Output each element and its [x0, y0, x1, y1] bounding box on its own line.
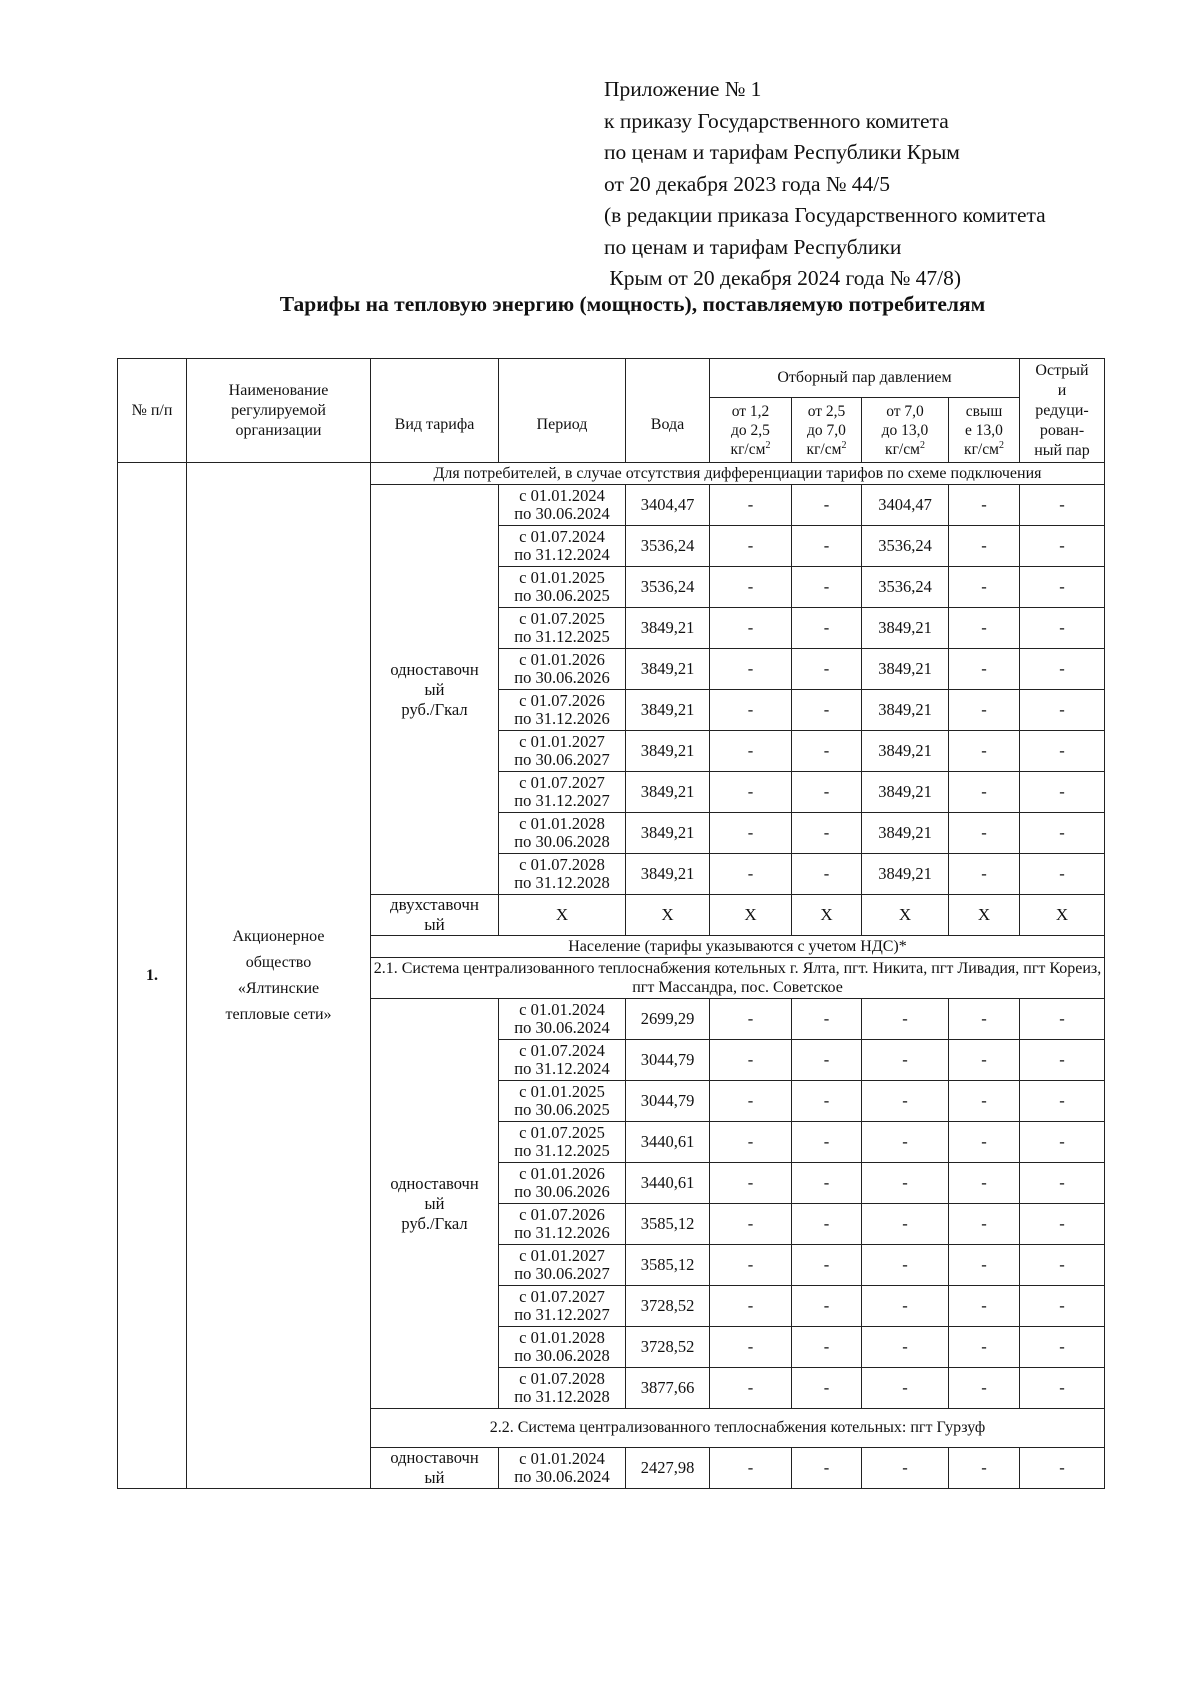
period-cell: [499, 1081, 626, 1122]
steam-value: 3536,24: [862, 567, 949, 608]
steam-line: [710, 440, 791, 459]
steam-value: -: [949, 999, 1020, 1040]
steam-value: -: [862, 1163, 949, 1204]
period-cell: [499, 1122, 626, 1163]
steam-value: -: [949, 1286, 1020, 1327]
steam-value: -: [862, 1368, 949, 1409]
sharp-line: ный пар: [1034, 441, 1090, 459]
steam-value: -: [792, 772, 862, 813]
steam-value: -: [1020, 690, 1105, 731]
period-cell: [499, 1368, 626, 1409]
period-cell: [499, 649, 626, 690]
period-cell: [499, 567, 626, 608]
steam-value: -: [949, 526, 1020, 567]
period-cell: [499, 526, 626, 567]
steam-value: -: [792, 731, 862, 772]
document-title: Тарифы на тепловую энергию (мощность), поставляемую потребителям: [279, 292, 986, 316]
steam-value: -: [949, 1122, 1020, 1163]
steam-value: -: [1020, 813, 1105, 854]
water-value: 3877,66: [626, 1368, 710, 1409]
period-cell: [499, 1327, 626, 1368]
steam-value: -: [862, 1245, 949, 1286]
steam-value: -: [792, 999, 862, 1040]
steam-value: -: [710, 1327, 792, 1368]
row-number: 1.: [118, 463, 187, 1489]
steam-value: -: [1020, 1081, 1105, 1122]
steam-value: -: [862, 1286, 949, 1327]
steam-value: -: [949, 1040, 1020, 1081]
tariff-type-line: двухставочн: [390, 895, 479, 914]
steam-value: -: [792, 1040, 862, 1081]
x-cell: X: [1020, 895, 1105, 936]
sharp-line: и: [1057, 381, 1067, 399]
period-from: с 01.07.2028: [519, 1369, 605, 1388]
steam-value: -: [710, 1122, 792, 1163]
water-value: 3849,21: [626, 854, 710, 895]
period-to: по 31.12.2028: [514, 1387, 610, 1406]
steam-value: -: [710, 526, 792, 567]
appendix-line: Приложение № 1: [604, 77, 762, 101]
appendix-line: от 20 декабря 2023 года № 44/5: [604, 171, 890, 196]
period-to: по 30.06.2025: [514, 1100, 610, 1119]
tariff-type-line: ый: [424, 1193, 445, 1213]
period-from: с 01.07.2025: [519, 1123, 605, 1142]
org-name-line: Акционерное: [232, 927, 325, 945]
period-cell: [499, 608, 626, 649]
tariff-type-line: руб./Гкал: [401, 699, 468, 719]
steam-value: -: [1020, 649, 1105, 690]
steam-value: -: [792, 1081, 862, 1122]
steam-value: -: [949, 649, 1020, 690]
water-value: 3849,21: [626, 772, 710, 813]
x-cell: X: [862, 895, 949, 936]
period-cell: [499, 731, 626, 772]
steam-value: -: [1020, 1163, 1105, 1204]
steam-value: -: [710, 690, 792, 731]
steam-value: -: [949, 485, 1020, 526]
steam-value: -: [792, 690, 862, 731]
water-value: 3440,61: [626, 1122, 710, 1163]
steam-value: -: [710, 772, 792, 813]
steam-line: от 1,2: [731, 402, 770, 420]
steam-value: -: [792, 1204, 862, 1245]
x-cell: X: [626, 895, 710, 936]
period-from: с 01.01.2024: [519, 1000, 605, 1019]
org-name-line: тепловые сети»: [225, 1005, 332, 1023]
period-cell: [499, 1448, 626, 1489]
section1-label: Для потребителей, в случае отсутствия дифференциации тарифов по схеме подключения: [371, 463, 1105, 485]
steam-value: -: [949, 1327, 1020, 1368]
header-org-label: Наименование регулируемой организации: [228, 381, 329, 439]
steam-value: -: [710, 649, 792, 690]
steam-value: -: [792, 854, 862, 895]
period-cell: [499, 690, 626, 731]
steam-value: -: [792, 1368, 862, 1409]
org-name-line: общество: [245, 953, 312, 971]
header-num: № п/п: [118, 359, 187, 463]
period-to: по 30.06.2027: [514, 1264, 610, 1283]
steam-line: от 7,0: [886, 402, 924, 420]
period-to: по 31.12.2025: [514, 1141, 610, 1160]
steam-value: -: [1020, 854, 1105, 895]
period-to: по 30.06.2027: [514, 750, 610, 769]
period-cell: [499, 1163, 626, 1204]
appendix-block: [604, 74, 1124, 295]
period-from: с 01.01.2024: [519, 1449, 605, 1468]
period-cell: [499, 813, 626, 854]
period-to: по 30.06.2024: [514, 1467, 610, 1486]
period-cell: [499, 1245, 626, 1286]
system-21-label: 2.1. Система централизованного теплоснабжения котельных г. Ялта, пгт. Никита, пгт Ливадия, пгт Кореиз, пгт Массандра, пос. Советское: [371, 958, 1105, 999]
period-cell: [499, 485, 626, 526]
period-to: по 31.12.2024: [514, 1059, 610, 1078]
steam-value: -: [949, 1163, 1020, 1204]
water-value: 3849,21: [626, 608, 710, 649]
period-cell: [499, 1204, 626, 1245]
water-value: 2699,29: [626, 999, 710, 1040]
period-from: с 01.01.2026: [519, 1164, 605, 1183]
period-from: с 01.07.2026: [519, 691, 605, 710]
steam-line: [792, 440, 861, 459]
steam-value: -: [949, 731, 1020, 772]
steam-value: -: [862, 1204, 949, 1245]
water-value: 3536,24: [626, 526, 710, 567]
period-from: с 01.07.2024: [519, 1041, 605, 1060]
period-to: по 30.06.2026: [514, 668, 610, 687]
sharp-line: рован-: [1039, 421, 1085, 439]
header-steam-4: [949, 398, 1020, 463]
sharp-line: Острый: [1035, 361, 1089, 379]
steam-value: 3404,47: [862, 485, 949, 526]
tariff-type-line: ый: [424, 915, 445, 934]
steam-value: -: [792, 1448, 862, 1489]
period-to: по 30.06.2024: [514, 504, 610, 523]
steam-value: -: [792, 1122, 862, 1163]
section1-row: [118, 463, 1105, 485]
water-value: 3536,24: [626, 567, 710, 608]
steam-value: -: [792, 649, 862, 690]
steam-value: -: [792, 485, 862, 526]
period-to: по 31.12.2027: [514, 1305, 610, 1324]
appendix-line: по ценам и тарифам Республики Крым: [604, 140, 960, 164]
steam-value: -: [710, 1245, 792, 1286]
period-to: по 30.06.2025: [514, 586, 610, 605]
org-name: [187, 463, 371, 1489]
tariff-type-line: ый: [424, 679, 445, 699]
water-value: 3849,21: [626, 690, 710, 731]
unit-sup: 2: [919, 439, 925, 451]
steam-value: -: [862, 1122, 949, 1163]
steam-value: -: [710, 813, 792, 854]
sharp-line: редуци-: [1035, 401, 1089, 419]
steam-line: свыш: [965, 402, 1003, 420]
steam-value: -: [710, 731, 792, 772]
system-22-label: 2.2. Система централизованного теплоснабжения котельных: пгт Гурзуф: [371, 1409, 1105, 1448]
steam-value: 3849,21: [862, 772, 949, 813]
water-value: 3044,79: [626, 1081, 710, 1122]
steam-value: -: [1020, 485, 1105, 526]
tariff-type-single: [371, 999, 499, 1409]
period-from: с 01.01.2025: [519, 568, 605, 587]
header-row: [118, 359, 1105, 398]
steam-value: -: [949, 772, 1020, 813]
tariff-type-single: [371, 485, 499, 895]
steam-value: -: [949, 813, 1020, 854]
period-from: с 01.01.2028: [519, 814, 605, 833]
water-value: 3585,12: [626, 1204, 710, 1245]
period-from: с 01.01.2028: [519, 1328, 605, 1347]
steam-value: -: [1020, 999, 1105, 1040]
steam-value: -: [949, 1081, 1020, 1122]
steam-value: -: [710, 485, 792, 526]
water-value: 3849,21: [626, 731, 710, 772]
period-to: по 30.06.2028: [514, 1346, 610, 1365]
steam-value: -: [792, 1286, 862, 1327]
steam-line: [862, 440, 948, 459]
period-from: с 01.01.2027: [519, 732, 605, 751]
unit-label: кг/см: [964, 440, 999, 458]
header-steam-1: [710, 398, 792, 463]
water-value: 3849,21: [626, 813, 710, 854]
appendix-line: по ценам и тарифам Республики: [604, 234, 902, 259]
section2-label: Население (тарифы указываются с учетом НДС)*: [371, 936, 1105, 958]
tariff-type-line: одноставочн: [390, 1448, 479, 1467]
unit-sup: 2: [765, 439, 771, 451]
x-cell: X: [792, 895, 862, 936]
steam-value: -: [1020, 1040, 1105, 1081]
period-from: с 01.01.2025: [519, 1082, 605, 1101]
period-from: с 01.07.2026: [519, 1205, 605, 1224]
steam-value: -: [862, 999, 949, 1040]
water-value: 3440,61: [626, 1163, 710, 1204]
steam-value: -: [710, 1204, 792, 1245]
header-steam-group: Отборный пар давлением: [710, 359, 1020, 398]
period-cell: [499, 999, 626, 1040]
water-value: 2427,98: [626, 1448, 710, 1489]
steam-value: -: [862, 1081, 949, 1122]
header-water: Вода: [626, 359, 710, 463]
unit-label: кг/см: [730, 440, 766, 458]
steam-value: -: [792, 608, 862, 649]
steam-value: -: [710, 1163, 792, 1204]
header-steam-2: [792, 398, 862, 463]
water-value: 3044,79: [626, 1040, 710, 1081]
steam-value: -: [1020, 1368, 1105, 1409]
tariff-type-line: одноставочн: [390, 659, 479, 679]
steam-value: -: [792, 567, 862, 608]
steam-value: -: [949, 608, 1020, 649]
unit-label: кг/см: [885, 440, 920, 458]
appendix-line: к приказу Государственного комитета: [604, 108, 949, 133]
steam-value: -: [710, 1040, 792, 1081]
period-to: по 31.12.2026: [514, 709, 610, 728]
period-cell: [499, 1040, 626, 1081]
period-from: с 01.01.2026: [519, 650, 605, 669]
period-to: по 31.12.2026: [514, 1223, 610, 1242]
steam-value: -: [949, 1368, 1020, 1409]
steam-value: -: [949, 1448, 1020, 1489]
period-to: по 30.06.2024: [514, 1018, 610, 1037]
period-to: по 31.12.2028: [514, 873, 610, 892]
steam-value: -: [1020, 567, 1105, 608]
steam-value: 3849,21: [862, 854, 949, 895]
period-to: по 31.12.2024: [514, 545, 610, 564]
period-from: с 01.07.2027: [519, 773, 605, 792]
steam-value: -: [862, 1327, 949, 1368]
header-org: [187, 359, 371, 463]
unit-sup: 2: [841, 439, 847, 451]
period-cell: [499, 854, 626, 895]
steam-line: до 7,0: [807, 421, 846, 439]
tariff-type-single: [371, 1448, 499, 1489]
steam-value: -: [949, 1204, 1020, 1245]
steam-value: 3849,21: [862, 649, 949, 690]
unit-sup: 2: [998, 439, 1004, 451]
steam-value: -: [792, 813, 862, 854]
steam-line: от 2,5: [807, 402, 846, 420]
period-from: с 01.07.2028: [519, 855, 605, 874]
header-steam-3: [862, 398, 949, 463]
steam-value: -: [1020, 731, 1105, 772]
water-value: 3728,52: [626, 1286, 710, 1327]
steam-value: 3849,21: [862, 731, 949, 772]
steam-value: -: [710, 1081, 792, 1122]
tariff-type-two: [371, 895, 499, 936]
steam-value: 3536,24: [862, 526, 949, 567]
steam-line: е 13,0: [965, 421, 1003, 439]
steam-value: -: [949, 690, 1020, 731]
org-name-line: «Ялтинские: [237, 979, 320, 997]
steam-value: -: [1020, 1204, 1105, 1245]
steam-value: -: [792, 1327, 862, 1368]
steam-value: 3849,21: [862, 813, 949, 854]
period-to: по 31.12.2025: [514, 627, 610, 646]
steam-value: -: [1020, 1448, 1105, 1489]
unit-label: кг/см: [806, 440, 842, 458]
steam-line: [949, 440, 1019, 459]
steam-line: до 13,0: [881, 421, 929, 439]
header-sharp-steam: [1020, 359, 1105, 463]
steam-value: -: [710, 1286, 792, 1327]
period-cell: [499, 772, 626, 813]
tariff-table: [117, 358, 1105, 1489]
period-from: с 01.01.2027: [519, 1246, 605, 1265]
tariff-type-line: ый: [424, 1468, 445, 1487]
tariff-type-line: одноставочн: [390, 1173, 479, 1193]
period-to: по 31.12.2027: [514, 791, 610, 810]
steam-value: -: [710, 567, 792, 608]
steam-value: -: [1020, 1286, 1105, 1327]
appendix-line: (в редакции приказа Государственного комитета: [604, 203, 1046, 227]
water-value: 3404,47: [626, 485, 710, 526]
period-from: с 01.07.2024: [519, 527, 605, 546]
header-period: Период: [499, 359, 626, 463]
steam-value: -: [710, 854, 792, 895]
appendix-line: Крым от 20 декабря 2024 года № 47/8): [604, 266, 962, 290]
steam-value: -: [949, 854, 1020, 895]
steam-value: -: [1020, 1327, 1105, 1368]
steam-value: 3849,21: [862, 608, 949, 649]
period-from: с 01.07.2027: [519, 1287, 605, 1306]
steam-value: -: [1020, 1245, 1105, 1286]
steam-value: -: [792, 1245, 862, 1286]
period-from: с 01.01.2024: [519, 486, 605, 505]
period-from: с 01.07.2025: [519, 609, 605, 628]
period-cell: [499, 1286, 626, 1327]
steam-value: -: [1020, 1122, 1105, 1163]
steam-value: -: [710, 999, 792, 1040]
steam-value: -: [710, 1448, 792, 1489]
period-to: по 30.06.2028: [514, 832, 610, 851]
water-value: 3728,52: [626, 1327, 710, 1368]
steam-value: -: [862, 1448, 949, 1489]
steam-value: 3849,21: [862, 690, 949, 731]
steam-value: -: [710, 608, 792, 649]
water-value: 3585,12: [626, 1245, 710, 1286]
steam-value: -: [1020, 608, 1105, 649]
tariff-type-line: руб./Гкал: [401, 1213, 468, 1233]
steam-line: до 2,5: [731, 421, 770, 439]
x-cell: X: [949, 895, 1020, 936]
steam-value: -: [1020, 772, 1105, 813]
steam-value: -: [862, 1040, 949, 1081]
water-value: 3849,21: [626, 649, 710, 690]
header-tariff-type: Вид тарифа: [371, 359, 499, 463]
steam-value: -: [1020, 526, 1105, 567]
steam-value: -: [949, 1245, 1020, 1286]
steam-value: -: [792, 1163, 862, 1204]
x-cell: X: [710, 895, 792, 936]
period-to: по 30.06.2026: [514, 1182, 610, 1201]
steam-value: -: [792, 526, 862, 567]
x-cell: X: [499, 895, 626, 936]
steam-value: -: [949, 567, 1020, 608]
steam-value: -: [710, 1368, 792, 1409]
